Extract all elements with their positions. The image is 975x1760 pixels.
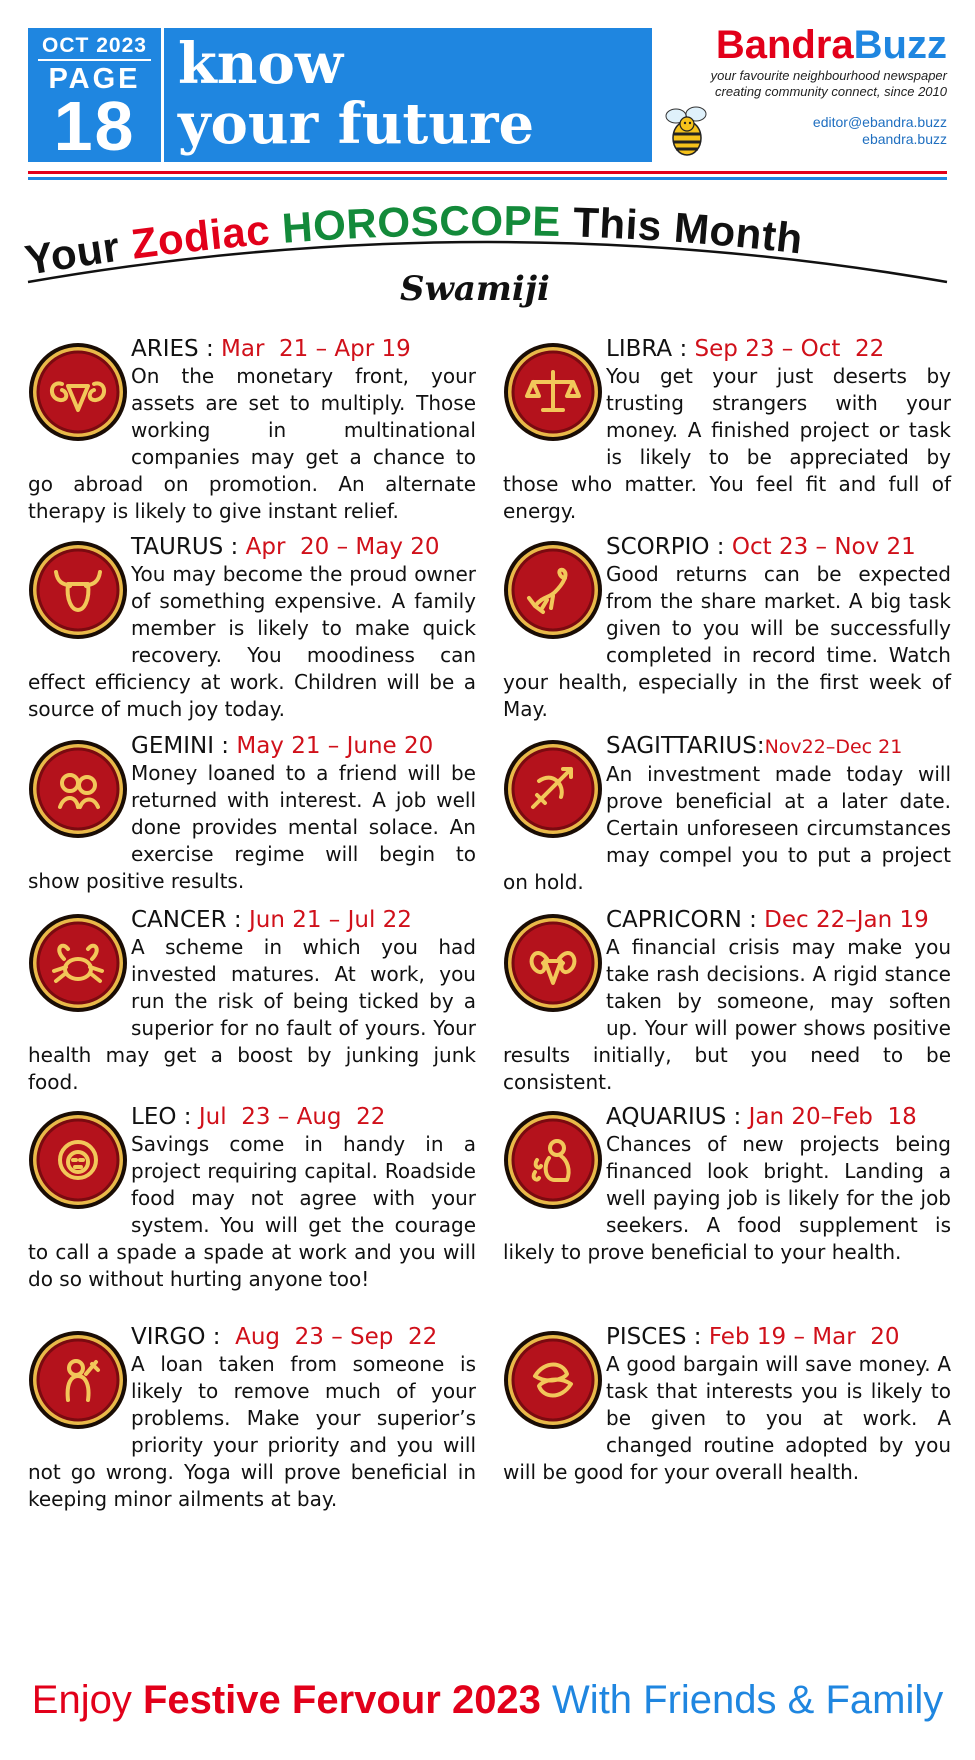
zodiac-card-aquarius bbox=[503, 1104, 951, 1266]
zodiac-name: AQUARIUS bbox=[606, 1104, 727, 1130]
zodiac-name: TAURUS bbox=[131, 534, 224, 560]
zodiac-dates: Feb 19 – Mar 20 bbox=[708, 1324, 900, 1350]
bull-icon bbox=[26, 538, 130, 642]
water-bearer-icon bbox=[501, 1108, 605, 1212]
zodiac-forecast-text: Savings come in handy in a project requiring capital. Roadside food may not agree with your system. You will get the courage to call a spade a spade at work and you will do so without hurting anyone too! bbox=[28, 1132, 476, 1291]
zodiac-card-aries bbox=[28, 336, 476, 525]
header-rule-red bbox=[28, 171, 947, 174]
zodiac-forecast-text: Chances of new projects being financed look bright. Landing a well paying job is likely for the job seekers. A food supplement is likely to prove beneficial to your health. bbox=[503, 1132, 951, 1264]
brand-tagline-2: creating community connect, since 2010 bbox=[715, 84, 947, 99]
header-rule-blue bbox=[28, 177, 947, 180]
zodiac-dates: Sep 23 – Oct 22 bbox=[694, 336, 885, 362]
zodiac-dates: May 21 – June 20 bbox=[236, 733, 434, 759]
brand-tagline-1: your favourite neighbourhood newspaper bbox=[710, 68, 947, 83]
zodiac-forecast-text: An investment made today will prove beneficial at a later date. Certain unforeseen circumstances may compel you to put a project on hold. bbox=[503, 762, 951, 894]
footer-part1: Enjoy bbox=[31, 1678, 143, 1722]
archer-icon bbox=[501, 737, 605, 841]
maiden-icon bbox=[26, 1328, 130, 1432]
zodiac-separator: : bbox=[226, 907, 249, 933]
scorpion-icon bbox=[501, 538, 605, 642]
zodiac-name: PISCES bbox=[606, 1324, 687, 1350]
zodiac-separator: : bbox=[726, 1104, 749, 1130]
zodiac-card-libra bbox=[503, 336, 951, 525]
brand-email-link[interactable]: editor@ebandra.buzz bbox=[812, 114, 947, 130]
goat-icon bbox=[501, 911, 605, 1015]
zodiac-separator: : bbox=[213, 733, 237, 759]
lion-icon bbox=[26, 1108, 130, 1212]
zodiac-card-pisces bbox=[503, 1324, 951, 1486]
zodiac-dates: Aug 23 – Sep 22 bbox=[235, 1324, 438, 1350]
zodiac-forecast-text: You get your just deserts by trusting strangers with your money. A finished project or task is likely to be appreciated by those who matter. You feel fit and full of energy. bbox=[503, 364, 951, 523]
zodiac-name: CANCER bbox=[131, 907, 227, 933]
zodiac-forecast-text: A scheme in which you had invested matures. At work, you run the risk of being ticked by a superior for no fault of yours. Your health may get a boost by junking junk food. bbox=[28, 935, 476, 1094]
zodiac-separator: : bbox=[223, 534, 246, 560]
zodiac-name: CAPRICORN bbox=[606, 907, 742, 933]
zodiac-card-taurus bbox=[28, 534, 476, 723]
zodiac-separator: : bbox=[198, 336, 222, 362]
zodiac-card-gemini bbox=[28, 733, 476, 895]
zodiac-separator: : bbox=[672, 336, 695, 362]
zodiac-separator: : bbox=[709, 534, 732, 560]
masthead-banner bbox=[28, 28, 652, 165]
page-label: PAGE bbox=[48, 63, 141, 95]
festive-footer bbox=[0, 1676, 975, 1724]
zodiac-name: SAGITTARIUS bbox=[606, 733, 757, 759]
issue-box bbox=[28, 28, 164, 165]
zodiac-forecast-text: A financial crisis may make you take rash decisions. A rigid stance taken by someone, may soften up. Your will power shows positive results initially, but you need to be consistent. bbox=[503, 935, 951, 1094]
banner-title: Your Zodiac HOROSCOPE This Month bbox=[21, 200, 806, 284]
zodiac-separator: : bbox=[176, 1104, 199, 1130]
footer-part2: Festive Fervour 2023 bbox=[142, 1678, 541, 1722]
twins-icon bbox=[26, 737, 130, 841]
zodiac-forecast-text: A good bargain will save money. A task that interests you is likely to be given to you at work. A changed routine adopted by you will be good for your overall health. bbox=[503, 1352, 951, 1484]
zodiac-forecast-text: Money loaned to a friend will be returned with interest. A job well done provides mental solace. An exercise regime will begin to show positive results. bbox=[28, 761, 476, 893]
zodiac-name: LEO bbox=[131, 1104, 177, 1130]
bee-mascot-icon bbox=[664, 100, 710, 160]
page-number: 18 bbox=[53, 87, 136, 165]
zodiac-card-sagittarius bbox=[503, 733, 951, 896]
zodiac-dates: Jul 23 – Aug 22 bbox=[198, 1104, 386, 1130]
brand-logo[interactable]: BandraBuzz bbox=[715, 23, 947, 67]
section-title bbox=[164, 28, 534, 162]
zodiac-dates: Oct 23 – Nov 21 bbox=[731, 534, 916, 560]
zodiac-separator: : bbox=[686, 1324, 709, 1350]
section-title-line2: your future bbox=[178, 91, 535, 157]
zodiac-name: LIBRA bbox=[606, 336, 673, 362]
zodiac-forecast-text: On the monetary front, your assets are set to multiply. Those working in multinational companies may get a chance to go abroad on promotion. An alternate therapy is likely to give instant relief. bbox=[28, 364, 476, 523]
banner-author: Swamiji bbox=[400, 269, 550, 309]
zodiac-card-virgo bbox=[28, 1324, 476, 1513]
crab-icon bbox=[26, 911, 130, 1015]
zodiac-dates: Nov22–Dec 21 bbox=[764, 736, 903, 758]
brand-website-link[interactable]: ebandra.buzz bbox=[862, 131, 947, 147]
zodiac-card-capricorn bbox=[503, 907, 951, 1096]
scales-icon bbox=[501, 340, 605, 444]
footer-part3: With Friends & Family bbox=[540, 1678, 944, 1722]
zodiac-dates: Jun 21 – Jul 22 bbox=[248, 907, 412, 933]
section-title-line1: know bbox=[178, 31, 344, 97]
zodiac-name: VIRGO bbox=[131, 1324, 206, 1350]
zodiac-name: GEMINI bbox=[131, 733, 214, 759]
zodiac-card-leo bbox=[28, 1104, 476, 1293]
zodiac-separator: : bbox=[205, 1324, 236, 1350]
zodiac-dates: Apr 20 – May 20 bbox=[245, 534, 440, 560]
zodiac-dates: Jan 20–Feb 18 bbox=[748, 1104, 917, 1130]
issue-month: OCT 2023 bbox=[38, 34, 151, 61]
horoscope-banner bbox=[0, 200, 975, 320]
zodiac-separator: : bbox=[756, 733, 765, 759]
zodiac-forecast-text: A loan taken from someone is likely to remove much of your problems. Make your superior’s priority your priority and you will not go wrong. Yoga will prove beneficial in keeping minor ailments at bay. bbox=[28, 1352, 476, 1511]
zodiac-dates: Dec 22–Jan 19 bbox=[764, 907, 929, 933]
ram-icon bbox=[26, 340, 130, 444]
zodiac-separator: : bbox=[741, 907, 765, 933]
zodiac-name: SCORPIO bbox=[606, 534, 710, 560]
zodiac-dates: Mar 21 – Apr 19 bbox=[221, 336, 411, 362]
zodiac-card-cancer bbox=[28, 907, 476, 1096]
zodiac-forecast-text: Good returns can be expected from the share market. A big task given to you will be successfully completed in record time. Watch your health, especially in the first week of May. bbox=[503, 562, 951, 721]
zodiac-name: ARIES bbox=[131, 336, 199, 362]
zodiac-card-scorpio bbox=[503, 534, 951, 723]
fish-icon bbox=[501, 1328, 605, 1432]
zodiac-forecast-text: You may become the proud owner of something expensive. A family member is likely to make quick recovery. You moodiness can effect efficiency at work. Children will be a source of much joy today. bbox=[28, 562, 476, 721]
